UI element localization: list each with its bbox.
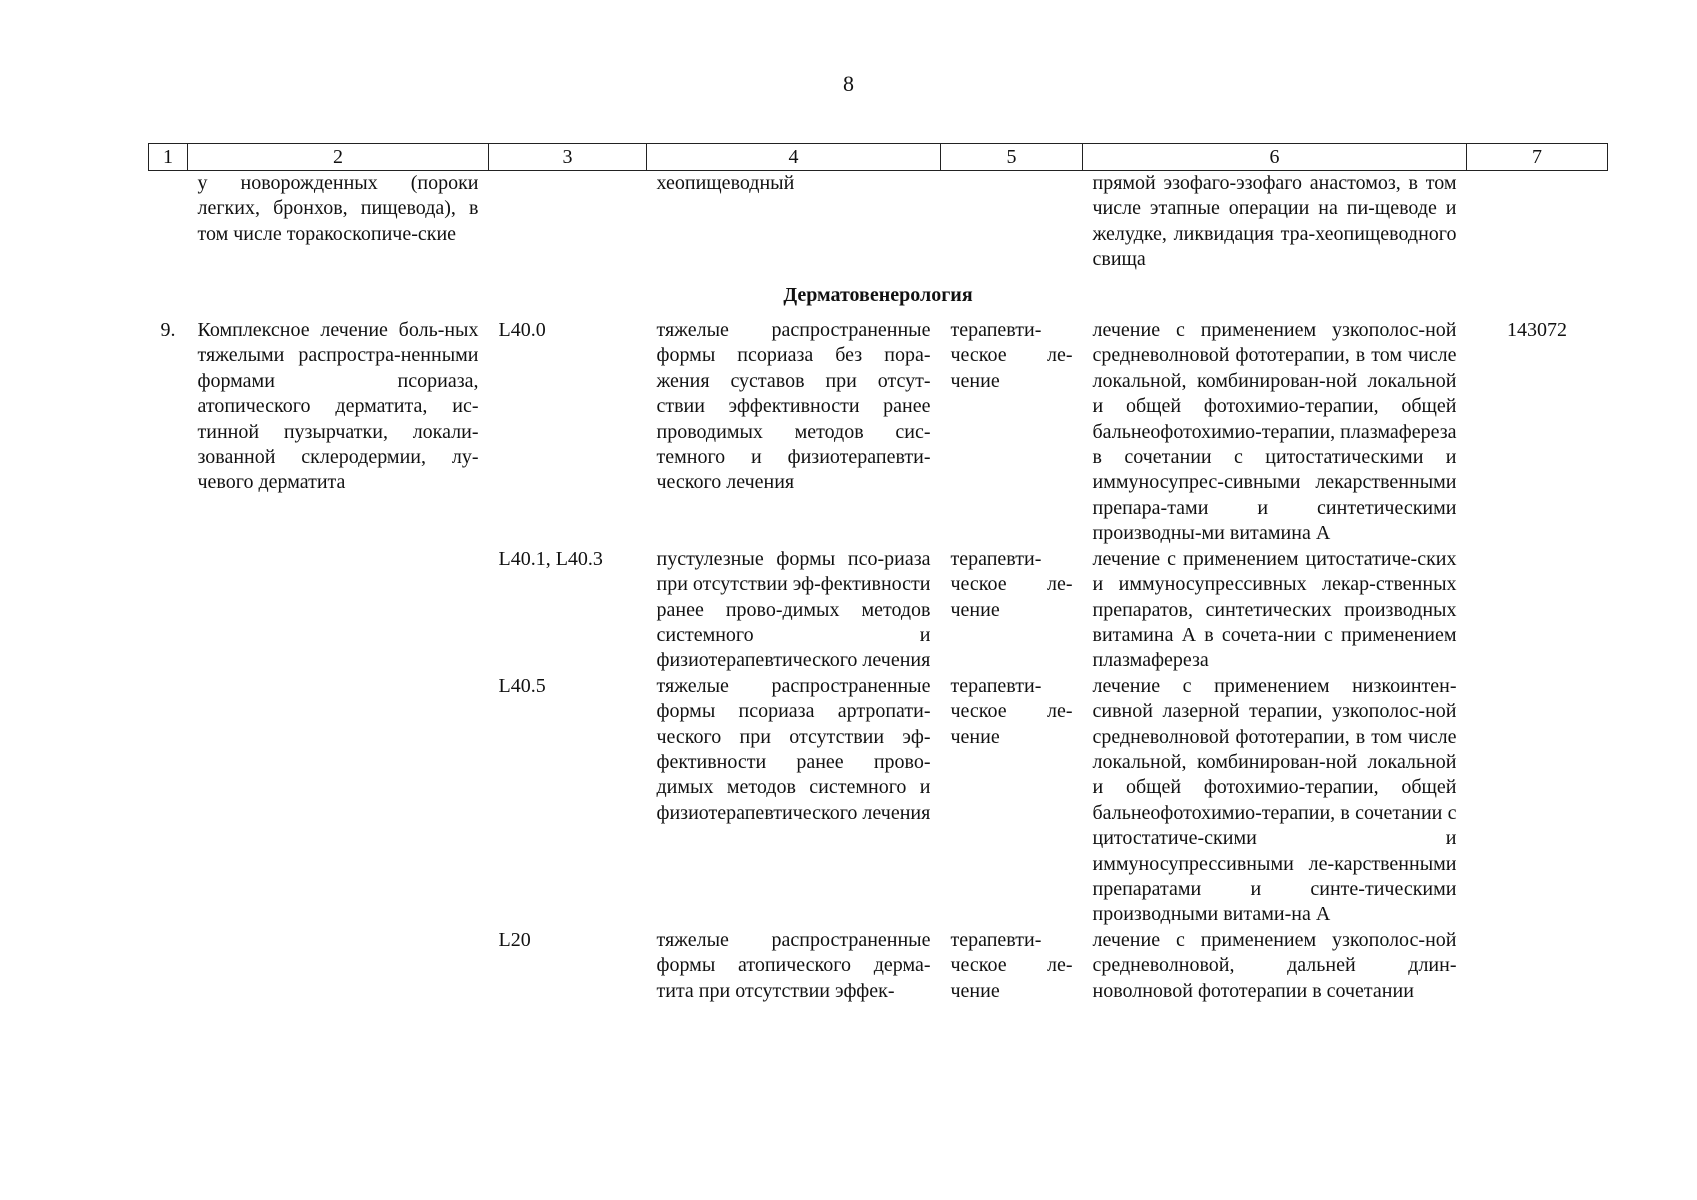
column-number-header-row: [149, 144, 1608, 171]
column-header-2: 2: [188, 144, 489, 171]
patient-model-cell: пустулезные формы псо-риаза при отсутствии эф-фективности ранее прово-димых методов системного и физиотерапевтического лечения: [656, 547, 931, 672]
continuation-model-cell: хеопищеводный: [656, 172, 795, 194]
continuation-type-cell: [941, 171, 1083, 273]
cost-cell: 143072: [1507, 319, 1567, 342]
table-row: [149, 318, 1608, 547]
continuation-method-cell: прямой эзофаго-эзофаго анастомоз, в том числе этапные операции на пи-щеводе и желудке, ликвидация тра-хеопищеводного свища: [1092, 172, 1457, 271]
medical-care-table: [148, 143, 1608, 1004]
continuation-name-cell: у новорожденных (пороки легких, бронхов, пищевода), в том числе торакоскопиче-ские: [197, 172, 479, 245]
column-header-3: 3: [489, 144, 647, 171]
continuation-row: [149, 171, 1608, 273]
patient-model-cell: тяжелые распространенные формы псориаза артропати-ческого при отсутствии эф-фективности ранее прово-димых методов системного и физиотерапевтического лечения: [656, 674, 931, 824]
code-cell: L20: [498, 928, 531, 951]
item-name-cell: Комплексное лечение боль-ных тяжелыми распростра-ненными формами псориаза, атопического дерматита, ис-тинной пузырчатки, локали-зованной склеродермии, лу-чевого дерматита: [197, 319, 479, 494]
patient-model-cell: тяжелые распространенные формы псориаза без пора-жения суставов при отсут-ствии эффективности ранее проводимых методов сис-темного и физиотерапевти-ческого лечения: [656, 319, 931, 494]
code-cell: L40.5: [498, 674, 546, 697]
page-number: 8: [843, 71, 854, 96]
treatment-method-cell: лечение с применением цитостатиче-ских и иммуносупрессивных лекар-ственных препаратов, синтетических производных витамина А в сочета-нии с применением плазмафереза: [1092, 547, 1457, 672]
column-header-7: 7: [1467, 144, 1608, 171]
column-header-1: 1: [149, 144, 188, 171]
item-number-cell: 9.: [160, 319, 176, 342]
column-header-4: 4: [647, 144, 941, 171]
code-cell: L40.0: [498, 319, 546, 342]
section-title: Дерматовенерология: [783, 283, 973, 306]
column-header-5: 5: [941, 144, 1083, 171]
treatment-method-cell: лечение с применением низкоинтен-сивной лазерной терапии, узкополос-ной средневолновой фототерапии, в том числе локальной, комбинирован-ной локальной и общей фотохимио-терапии, общей бальнеофотохимио-терапии, в сочетании с цитостатиче-скими и иммуносупрессивными ле-карственными препаратами и синте-тическими производными витами-на А: [1092, 674, 1457, 926]
treatment-method-cell: лечение с применением узкополос-ной средневолновой, дальней длин-новолновой фототерапии в сочетании: [1092, 928, 1457, 1002]
treatment-type-cell: терапевти-ческое ле-чение: [950, 928, 1073, 1002]
continuation-number-cell: [149, 171, 188, 273]
section-row: [149, 273, 1608, 318]
code-cell: L40.1, L40.3: [498, 547, 603, 570]
continuation-cost-cell: [1467, 171, 1608, 273]
treatment-type-cell: терапевти-ческое ле-чение: [950, 674, 1073, 748]
patient-model-cell: тяжелые распространенные формы атопического дерма-тита при отсутствии эффек-: [656, 928, 931, 1002]
treatment-type-cell: терапевти-ческое ле-чение: [950, 547, 1073, 621]
continuation-code-cell: [489, 171, 647, 273]
column-header-6: 6: [1083, 144, 1467, 171]
treatment-type-cell: терапевти-ческое ле-чение: [950, 319, 1073, 392]
treatment-method-cell: лечение с применением узкополос-ной средневолновой фототерапии, в том числе локальной, комбинирован-ной локальной и общей фотохимио-терапии, общей бальнеофотохимио-терапии, плазмафереза в сочетании с цитостатическими и иммуносупрес-сивными лекарственными препара-тами и синтетическими производны-ми витамина А: [1092, 319, 1457, 545]
